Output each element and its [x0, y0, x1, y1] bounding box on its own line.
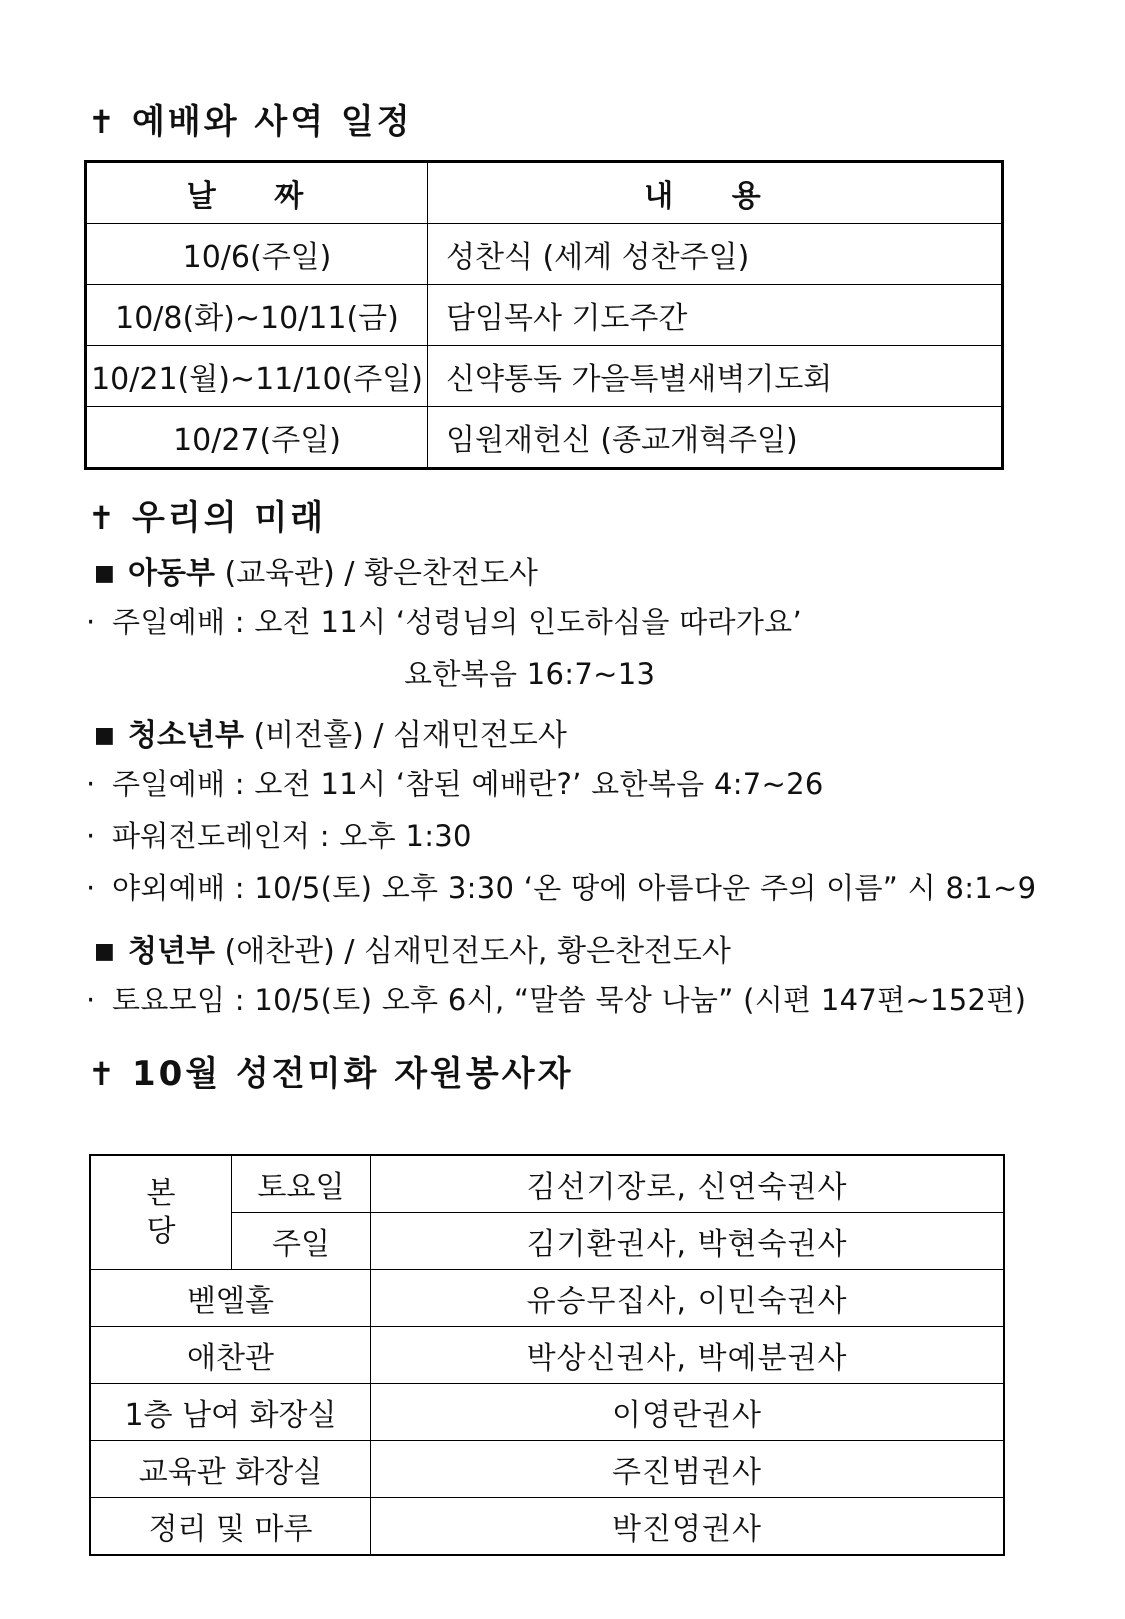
volunteer-place: 벧엘홀 [90, 1270, 371, 1327]
table-row [90, 1270, 1004, 1327]
table-row [86, 224, 1003, 285]
volunteer-names: 김기환권사, 박현숙권사 [371, 1213, 1005, 1270]
volunteer-place: 1층 남여 화장실 [90, 1384, 371, 1441]
children-worship: 주일예배 : 오전 11시 ‘성령님의 인도하심을 따라가요’ [112, 605, 802, 639]
children-dept-detail: (교육관) / 황은찬전도사 [224, 556, 538, 591]
children-scripture: 요한복음 16:7~13 [404, 657, 656, 691]
table-row [90, 1384, 1004, 1441]
bullet-dot: · [86, 605, 96, 639]
schedule-heading [88, 94, 413, 143]
bullet-dot: · [86, 819, 96, 853]
table-row [90, 1155, 1004, 1213]
volunteer-place: 애찬관 [90, 1327, 371, 1384]
table-row [90, 1498, 1004, 1556]
cross-icon: ✝ [88, 1055, 118, 1093]
youth-item-text: 파워전도레인저 : 오후 1:30 [112, 819, 472, 853]
volunteer-place: 정리 및 마루 [90, 1498, 371, 1556]
youth-item-text: 야외예배 : 10/5(토) 오후 3:30 ‘온 땅에 아름다운 주의 이름” 시 8:1~9 [112, 871, 1037, 905]
table-row [90, 1441, 1004, 1498]
schedule-content: 신약통독 가을특별새벽기도회 [428, 346, 1003, 407]
schedule-title: 예배와 사역 일정 [132, 102, 413, 142]
volunteer-title: 10월 성전미화 자원봉사자 [132, 1054, 574, 1094]
young-adult-dept-detail: (애찬관) / 심재민전도사, 황은찬전도사 [224, 934, 731, 969]
volunteer-day: 토요일 [232, 1155, 371, 1213]
cross-icon: ✝ [88, 103, 118, 141]
content-header: 내 용 [428, 162, 1003, 224]
children-worship-line [86, 600, 802, 641]
volunteer-names: 주진범권사 [371, 1441, 1005, 1498]
schedule-content: 임원재헌신 (종교개혁주일) [428, 407, 1003, 469]
children-dept-heading [94, 548, 538, 592]
bullet-dot: · [86, 871, 96, 905]
date-header: 날 짜 [86, 162, 428, 224]
future-title: 우리의 미래 [132, 498, 327, 538]
future-heading [88, 490, 326, 539]
volunteer-names: 박상신권사, 박예분권사 [371, 1327, 1005, 1384]
main-hall-label-text: 본 당 [146, 1175, 176, 1249]
schedule-header-row [86, 162, 1003, 224]
square-bullet-icon: ■ [94, 561, 115, 586]
young-adult-dept-heading [94, 926, 731, 970]
youth-item-text: 주일예배 : 오전 11시 ‘참된 예배란?’ 요한복음 4:7~26 [112, 767, 824, 801]
schedule-date: 10/21(월)~11/10(주일) [86, 346, 428, 407]
young-adult-item-text: 토요모임 : 10/5(토) 오후 6시, “말씀 묵상 나눔” (시편 147편~152편) [112, 983, 1027, 1017]
young-adult-dept-name: 청년부 [128, 934, 215, 969]
schedule-date: 10/27(주일) [86, 407, 428, 469]
square-bullet-icon: ■ [94, 723, 115, 748]
volunteer-names: 박진영권사 [371, 1498, 1005, 1556]
youth-item [86, 866, 1036, 907]
children-dept-name: 아동부 [128, 556, 215, 591]
schedule-table [84, 160, 1004, 470]
volunteer-names: 김선기장로, 신연숙권사 [371, 1155, 1005, 1213]
schedule-date: 10/8(화)~10/11(금) [86, 285, 428, 346]
youth-dept-heading [94, 710, 567, 754]
bullet-dot: · [86, 767, 96, 801]
volunteer-names: 이영란권사 [371, 1384, 1005, 1441]
schedule-date: 10/6(주일) [86, 224, 428, 285]
schedule-content: 성찬식 (세계 성찬주일) [428, 224, 1003, 285]
table-row [86, 407, 1003, 469]
volunteer-place: 교육관 화장실 [90, 1441, 371, 1498]
main-hall-label [90, 1155, 232, 1270]
bullet-dot: · [86, 983, 96, 1017]
volunteer-names: 유승무집사, 이민숙권사 [371, 1270, 1005, 1327]
youth-item [86, 762, 824, 803]
youth-item [86, 814, 472, 855]
table-row [90, 1327, 1004, 1384]
youth-dept-name: 청소년부 [128, 718, 244, 753]
volunteer-heading [88, 1046, 573, 1095]
table-row [86, 346, 1003, 407]
cross-icon: ✝ [88, 499, 118, 537]
youth-dept-detail: (비전홀) / 심재민전도사 [253, 718, 567, 753]
table-row [86, 285, 1003, 346]
volunteer-day: 주일 [232, 1213, 371, 1270]
schedule-content: 담임목사 기도주간 [428, 285, 1003, 346]
volunteer-table [89, 1154, 1005, 1556]
young-adult-item [86, 978, 1026, 1019]
square-bullet-icon: ■ [94, 939, 115, 964]
